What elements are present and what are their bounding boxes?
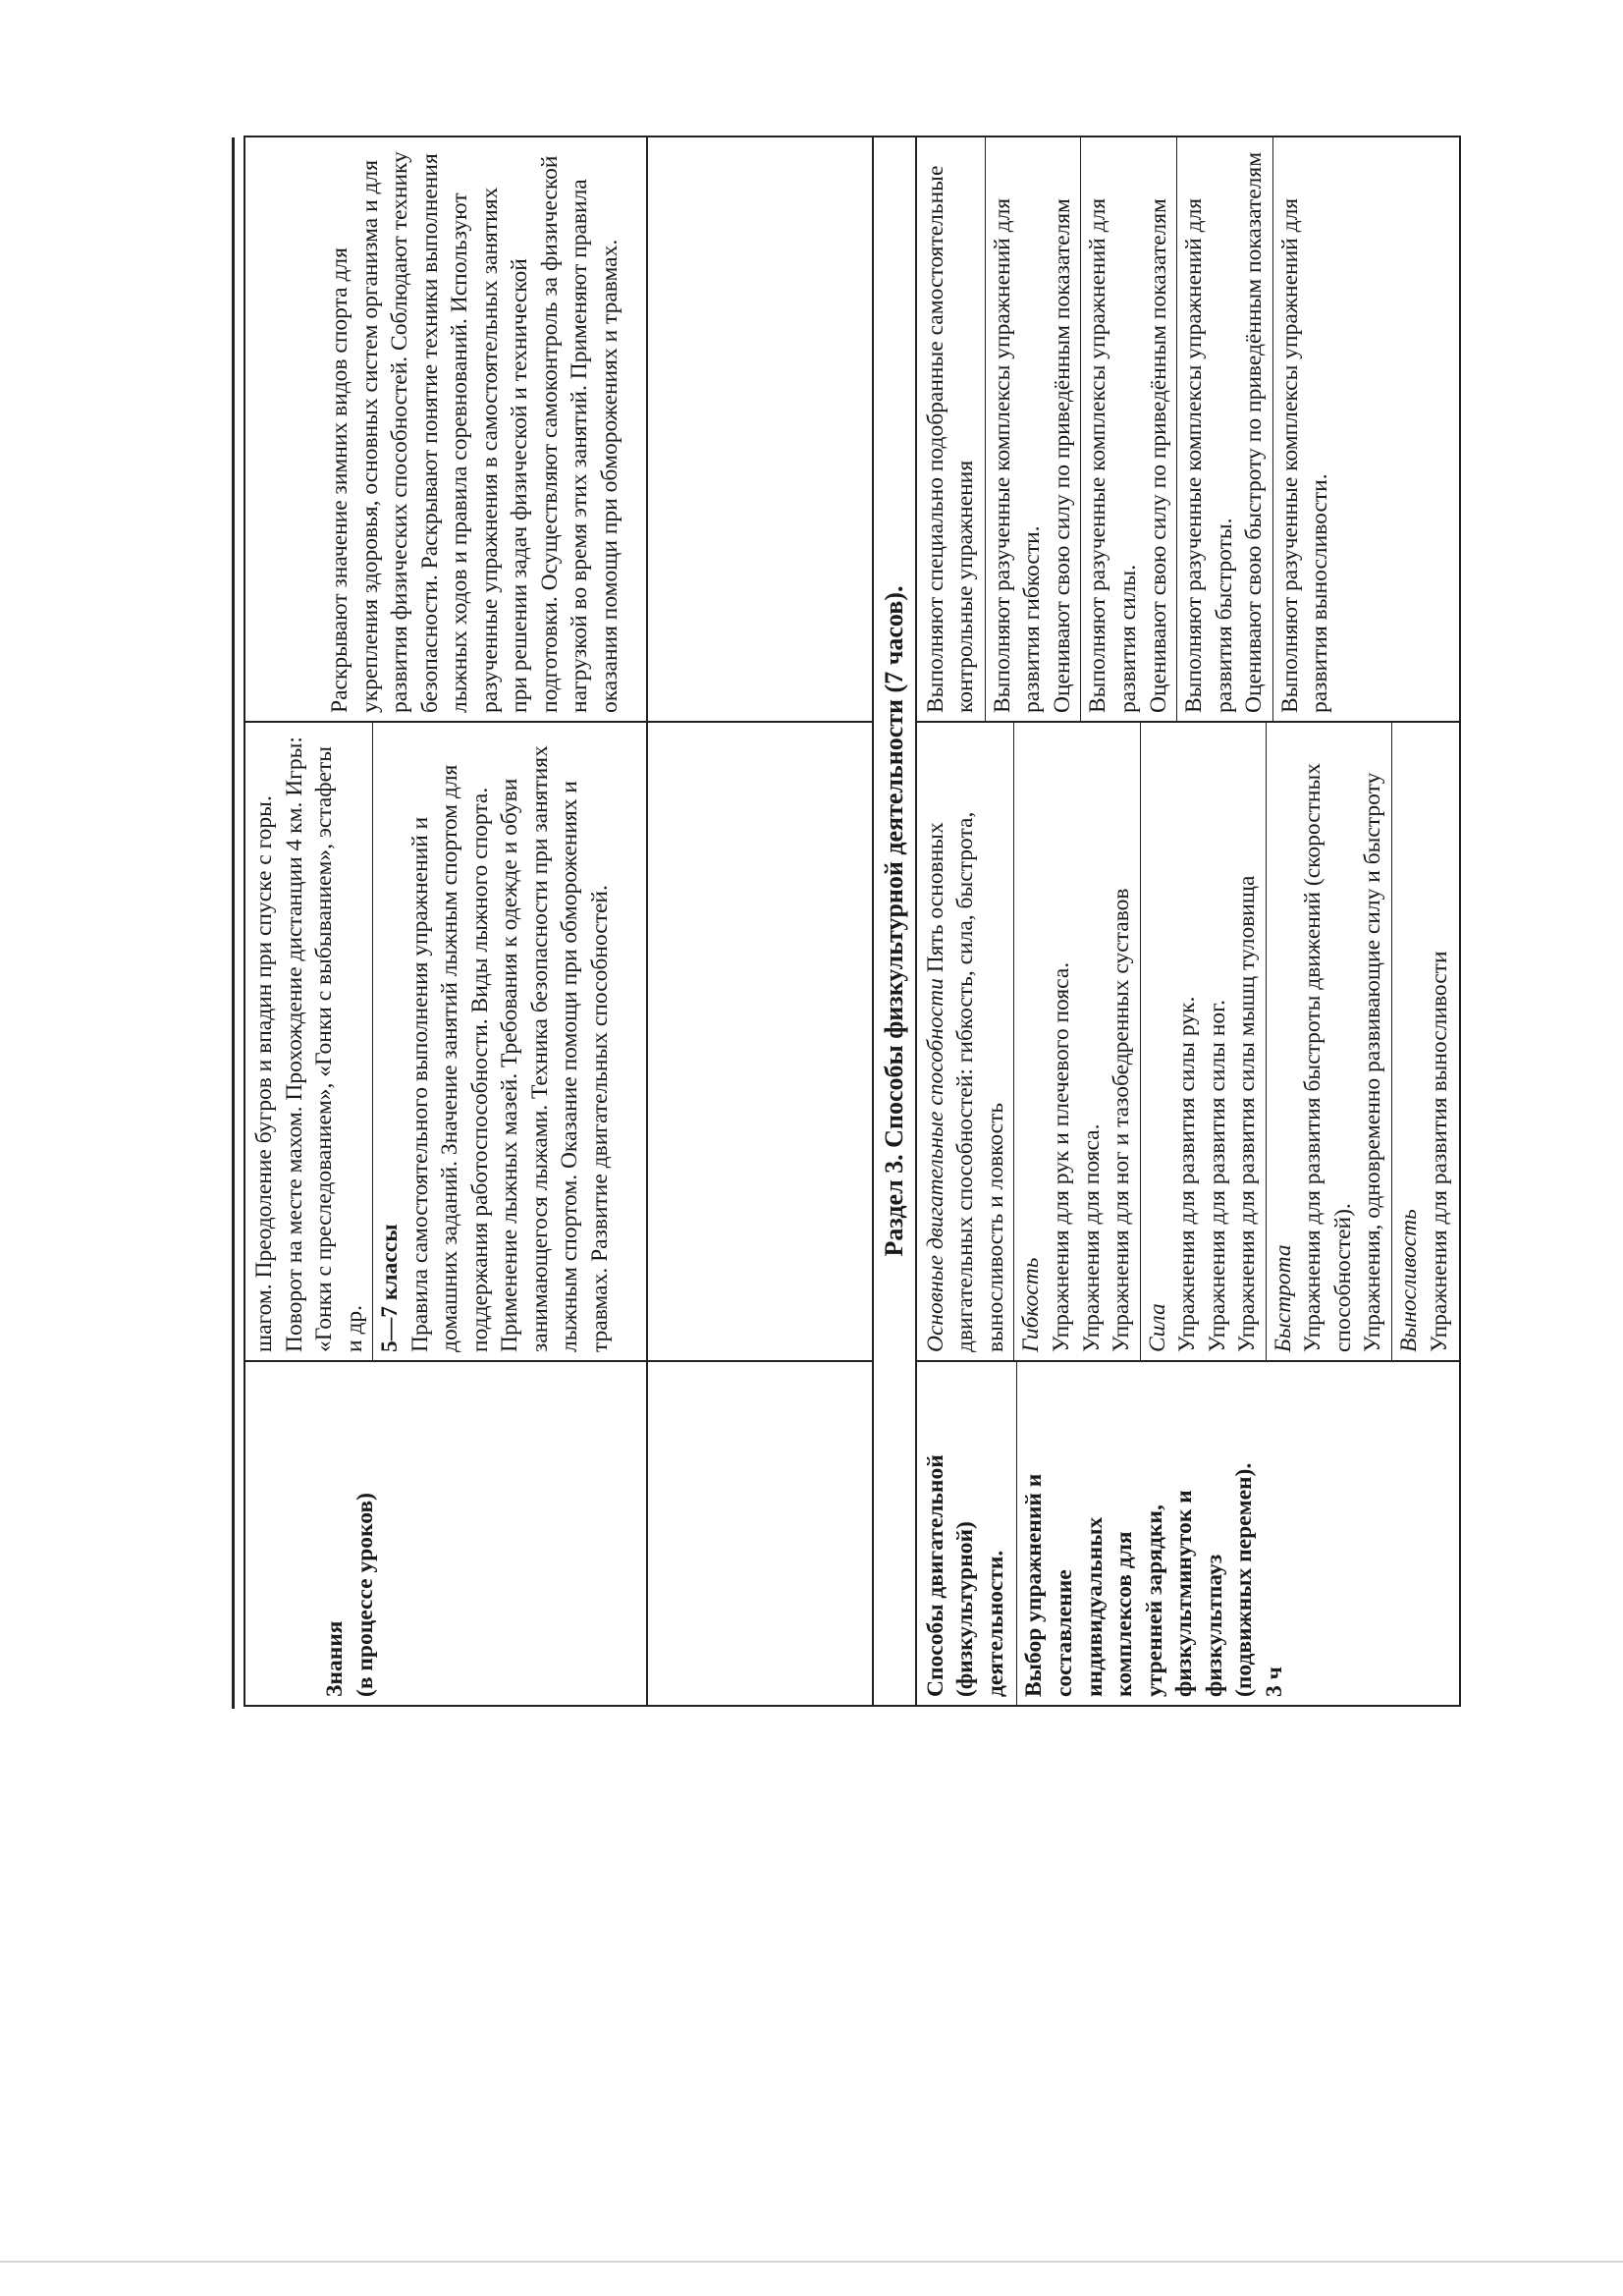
cell-content-methods (916, 722, 1460, 1361)
knowledge-grades: 5—7 классы (377, 1224, 404, 1352)
table-row-spacer (647, 137, 873, 1706)
knowledge-subtitle: (в процессе уроков) (352, 1493, 378, 1697)
flexibility-block (1013, 723, 1136, 1360)
intro-text: Пять основных двигательных способностей: гибкость, сила, быстрота, выносливость и ловкость (922, 811, 1008, 1352)
flexibility-line-2: Упражнения для пояса. (1078, 1123, 1105, 1352)
speed-label: Быстрота (1270, 1244, 1296, 1352)
table-outer-border (232, 137, 235, 1709)
knowledge-content: Правила самостоятельного выполнения упражнений и домашних заданий. Значение занятий лыжным спортом для поддержания работоспособности. Виды лыжного спорта. Применение лыжных мазей. Требования к одежде и обуви занимающегося лыжами. Техника безопасности при занятиях лыжным спортом. Оказание помощи при обморожениях и травмах. Развитие двигательных способностей. (406, 745, 614, 1352)
intro-activity: Выполняют специально подобранные самостоятельные контрольные упражнения (922, 165, 979, 713)
strength-activity: Выполняют разученные комплексы упражнений для развития силы. (1085, 197, 1141, 713)
flexibility-label: Гибкость (1018, 1257, 1045, 1352)
endurance-activity: Выполняют разученные комплексы упражнений для развития выносливости. (1276, 197, 1333, 713)
strength-activity-2: Оценивают свою силу по приведённым показателям (1145, 198, 1171, 713)
section-header-row (873, 137, 916, 1706)
methods-title-1: Способы двигательной (922, 1454, 948, 1697)
intro-italic: Основные двигательные способности (922, 978, 948, 1352)
strength-block (1140, 723, 1263, 1360)
flexibility-line-3: Упражнения для ног и тазобедренных суставов (1109, 888, 1135, 1352)
exercise-choice-5: утренней зарядки, (1141, 1504, 1167, 1697)
flexibility-activity: Выполняют разученные комплексы упражнений для развития гибкости. (989, 197, 1046, 713)
table-row-knowledge (244, 137, 647, 1706)
cell-topic-knowledge (244, 1361, 647, 1706)
cell-spacer-3 (647, 137, 873, 722)
endurance-activity-block (1272, 137, 1335, 721)
strength-line-2: Упражнения для развития силы ног. (1204, 999, 1230, 1352)
cell-topic-methods (916, 1361, 1460, 1706)
flexibility-activity-2: Оценивают свою силу по приведённым показателям (1049, 198, 1075, 713)
table-row-methods (916, 137, 1460, 1706)
exercise-choice-2: составление (1051, 1569, 1077, 1697)
knowledge-title: Знания (322, 1620, 348, 1697)
speed-activity: Выполняют разученные комплексы упражнений для развития быстроты. (1181, 197, 1237, 713)
intro-activity-block (921, 145, 982, 713)
methods-title-2: (физкультурной) (952, 1521, 979, 1697)
speed-activity-2: Оценивают свою быстроту по приведённым показателям (1241, 151, 1268, 713)
cell-activity-knowledge (244, 137, 647, 722)
exercise-choice-6: физкультминуток и (1171, 1490, 1198, 1697)
speed-block (1266, 723, 1388, 1360)
ski-content: шагом. Преодоление бугров и впадин при спуске с горы. Поворот на месте махом. Прохождение дистанции 4 км. Игры: «Гонки с преследованием», «Гонки с выбыванием», эстафеты и др. (251, 737, 367, 1352)
knowledge-activities: Раскрывают значение зимних видов спорта для укрепления здоровья, основных систем организма и для развития физических способностей. Соблюдают технику безопасности. Раскрывают понятие техники выполнения лыжных ходов и правила соревнований. Используют разученные упражнения в самостоятельных занятиях при решении задач физической и технической подготовки. Осуществляют самоконтроль за физической нагрузкой во время этих занятий. Применяют правила оказания помощи при обморожениях и травмах. (327, 151, 622, 713)
exercise-choice-4: комплексов для (1111, 1531, 1138, 1697)
flexibility-line-1: Упражнения для рук и плечевого пояса. (1048, 961, 1074, 1352)
strength-activity-block (1080, 137, 1173, 721)
speed-line-2: Упражнения, одновременно развивающие силу и быстроту (1360, 772, 1386, 1352)
exercise-choice-7: физкультпауз (1201, 1554, 1227, 1697)
rotated-table-container (243, 137, 1461, 1707)
flexibility-activity-block (985, 137, 1078, 721)
cell-spacer-1 (647, 1361, 873, 1706)
endurance-label: Выносливость (1396, 1209, 1422, 1352)
speed-activity-block (1176, 137, 1270, 721)
section-title: Раздел 3. Способы физкультурной деятельности (7 часов). (873, 137, 916, 1706)
cell-activity-methods (916, 137, 1460, 722)
speed-line-1: Упражнения для развития быстроты движений (скоростных способностей). (1300, 762, 1356, 1352)
exercise-choice-8: (подвижных перемен). (1231, 1462, 1258, 1697)
page-edge (0, 2261, 1623, 2263)
strength-label: Сила (1144, 1303, 1170, 1352)
cell-content-knowledge (244, 722, 647, 1361)
exercise-choice-1: Выбор упражнений и (1021, 1473, 1048, 1697)
endurance-block (1391, 723, 1454, 1360)
strength-line-1: Упражнения для развития силы рук. (1174, 996, 1201, 1352)
exercise-choice-3: индивидуальных (1081, 1516, 1108, 1697)
curriculum-table (243, 136, 1461, 1707)
exercise-choice-hours: 3 ч (1261, 1667, 1287, 1697)
endurance-line-1: Упражнения для развития выносливости (1426, 951, 1452, 1352)
cell-spacer-2 (647, 722, 873, 1361)
intro-block (921, 731, 1011, 1352)
strength-line-3: Упражнения для развития силы мышц туловища (1234, 875, 1261, 1352)
methods-title-3: деятельности. (982, 1550, 1008, 1697)
